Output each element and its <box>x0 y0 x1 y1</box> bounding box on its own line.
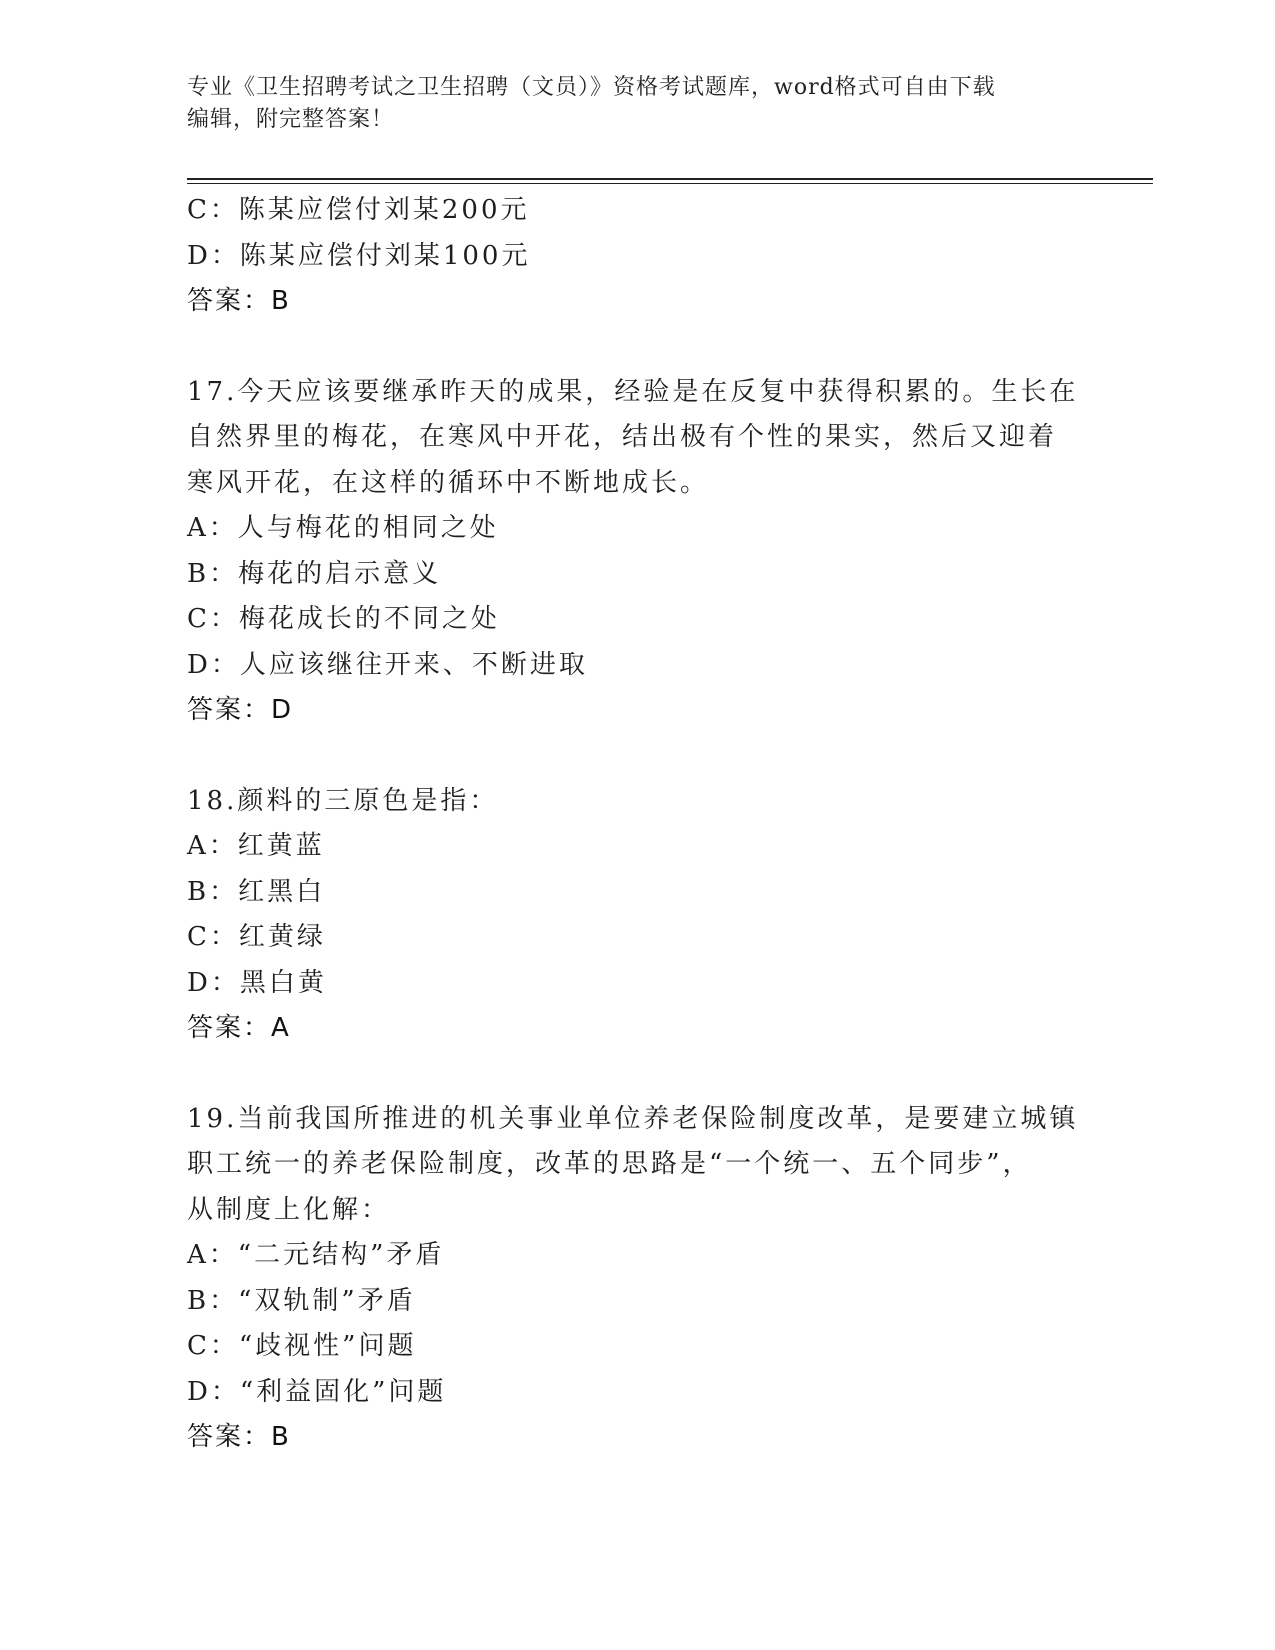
question-list <box>187 188 1087 1461</box>
option-b: B：梅花的启示意义 <box>187 558 442 589</box>
question-stem-line: 职工统一的养老保险制度，改革的思路是“一个统一、五个同步”， <box>187 1149 1032 1179</box>
option-b: B：红黑白 <box>187 876 326 907</box>
option-a: A：“二元结构”矛盾 <box>187 1240 445 1270</box>
document-header <box>187 72 1067 136</box>
spacer <box>187 325 1087 370</box>
answer: 答案：A <box>187 1013 291 1043</box>
question-stem-line: 17.今天应该要继承昨天的成果，经验是在反复中获得积累的。生长在 <box>187 376 1079 407</box>
spacer <box>187 1052 1087 1097</box>
spacer <box>187 734 1087 779</box>
header-divider-thick <box>187 178 1153 180</box>
option-c: C：“歧视性”问题 <box>187 1331 417 1361</box>
question-18 <box>187 779 1087 1052</box>
option-b: B：“双轨制”矛盾 <box>187 1285 416 1316</box>
header-line-2: 编辑，附完整答案！ <box>187 107 395 132</box>
option-c: C：梅花成长的不同之处 <box>187 604 500 634</box>
option-d: D：陈某应偿付刘某100元 <box>187 240 531 271</box>
option-c: C：陈某应偿付刘某200元 <box>187 195 530 225</box>
question-stem-line: 从制度上化解： <box>187 1194 391 1225</box>
header-line-1: 专业《卫生招聘考试之卫生招聘（文员）》资格考试题库，word格式可自由下载 <box>187 75 996 100</box>
option-d: D：黑白黄 <box>187 967 327 998</box>
question-16-tail <box>187 188 1087 325</box>
header-divider-thin <box>187 183 1153 184</box>
answer: 答案：B <box>187 1422 291 1452</box>
question-17 <box>187 370 1087 734</box>
option-c: C：红黄绿 <box>187 922 326 952</box>
question-stem-line: 寒风开花，在这样的循环中不断地成长。 <box>187 467 710 498</box>
answer: 答案：B <box>187 286 291 316</box>
question-stem-line: 自然界里的梅花，在寒风中开花，结出极有个性的果实，然后又迎着 <box>187 422 1058 452</box>
question-19 <box>187 1097 1087 1461</box>
option-d: D：“利益固化”问题 <box>187 1376 447 1407</box>
option-a: A：红黄蓝 <box>187 831 325 861</box>
option-d: D：人应该继往开来、不断进取 <box>187 649 588 680</box>
question-stem-line: 18.颜料的三原色是指： <box>187 785 499 816</box>
question-stem-line: 19.当前我国所推进的机关事业单位养老保险制度改革，是要建立城镇 <box>187 1103 1079 1134</box>
answer: 答案：D <box>187 695 294 725</box>
option-a: A：人与梅花的相同之处 <box>187 513 499 543</box>
